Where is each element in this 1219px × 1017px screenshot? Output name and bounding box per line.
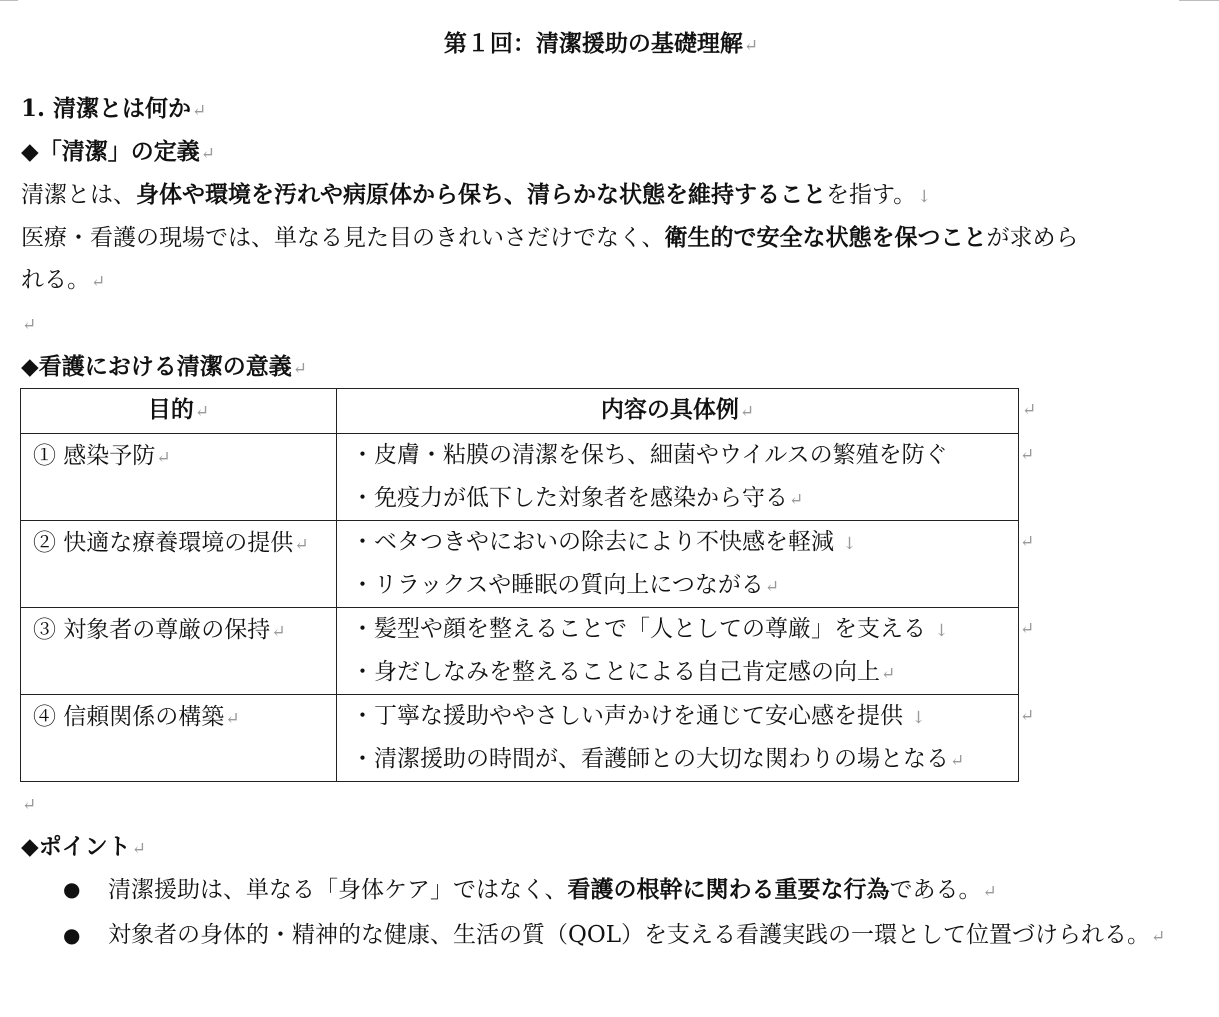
example-line: ・清潔援助の時間が、看護師との大切な関わりの場となる↵ xyxy=(351,746,965,772)
run: である。 xyxy=(889,877,982,903)
table-header-row xyxy=(21,389,1019,434)
bullet-icon: ● xyxy=(63,923,81,947)
example-line: ・身だしなみを整えることによる自己肯定感の向上↵ xyxy=(351,659,896,685)
run: 清潔援助は、単なる「身体ケア」ではなく、 xyxy=(108,877,568,903)
definition-paragraph-2 xyxy=(21,216,1181,259)
significance-heading: ◆看護における清潔の意義↵ xyxy=(21,353,307,380)
document-title: 第１回：清潔援助の基礎理解↵ xyxy=(443,30,759,57)
list-item: ● 清潔援助は、単なる「身体ケア」ではなく、看護の根幹に関わる重要な行為である。↵ xyxy=(21,868,1181,914)
definition-paragraph-2-cont: れる。↵ xyxy=(21,267,106,293)
example-line: ・髪型や顔を整えることで「人としての尊厳」を支える ↓ ↵ xyxy=(351,616,1035,642)
examples-cell xyxy=(337,434,1035,521)
points-heading: ◆ポイント↵ xyxy=(21,833,146,860)
example-line: ・丁寧な援助ややさしい声かけを通じて安心感を提供 ↓ ↵ xyxy=(351,703,1035,729)
run: を指す。 xyxy=(826,182,917,208)
table-row xyxy=(21,434,1019,521)
page-corner-mark-left xyxy=(0,0,18,1)
run: 医療・看護の現場では、単なる見た目のきれいさだけでなく、 xyxy=(21,225,665,251)
purpose-cell: ① 感染予防↵ xyxy=(21,434,337,521)
purpose-cell: ④ 信頼関係の構築↵ xyxy=(21,695,337,782)
document-page xyxy=(21,22,1181,959)
table-row xyxy=(21,521,1019,608)
points-list xyxy=(21,868,1181,959)
run: 対象者の身体的・精神的な健康、生活の質（QOL）を支える看護実践の一環として位置づけられる。 xyxy=(108,922,1150,948)
definition-heading: ◆「清潔」の定義↵ xyxy=(21,138,215,165)
examples-cell xyxy=(337,521,1035,608)
page-corner-mark-right xyxy=(1179,0,1219,1)
run: が求めら xyxy=(986,225,1079,251)
purpose-cell: ② 快適な療養環境の提供↵ xyxy=(21,521,337,608)
example-line: ・ベタつきやにおいの除去により不快感を軽減 ↓ ↵ xyxy=(351,529,1035,555)
empty-paragraph: ↵ xyxy=(22,315,37,335)
example-line: ・リラックスや睡眠の質向上につながる↵ xyxy=(351,572,780,598)
section-heading: 1. 清潔とは何か↵ xyxy=(21,95,207,122)
example-line: ・免疫力が低下した対象者を感染から守る↵ xyxy=(351,485,804,511)
definition-paragraph-1: 清潔とは、身体や環境を汚れや病原体から保ち、清らかな状態を維持することを指す。↓ xyxy=(21,181,932,208)
table-row xyxy=(21,608,1019,695)
significance-table xyxy=(20,388,1037,782)
list-item: ● 対象者の身体的・精神的な健康、生活の質（QOL）を支える看護実践の一環として位置づけられる。↵ xyxy=(21,914,1181,959)
bullet-icon: ● xyxy=(63,877,81,901)
examples-cell xyxy=(337,608,1035,695)
purpose-cell: ③ 対象者の尊厳の保持↵ xyxy=(21,608,337,695)
examples-cell xyxy=(337,695,1035,782)
table-header-cell: 目的↵ xyxy=(21,389,337,434)
empty-paragraph: ↵ xyxy=(22,795,37,815)
table-header-cell: 内容の具体例↵ ↵ xyxy=(337,389,1019,434)
table-row xyxy=(21,695,1019,782)
run-bold: 身体や環境を汚れや病原体から保ち、清らかな状態を維持すること xyxy=(136,181,826,208)
run: 清潔とは、 xyxy=(21,182,136,208)
run-bold: 衛生的で安全な状態を保つこと xyxy=(664,224,987,251)
run-bold: 看護の根幹に関わる重要な行為 xyxy=(567,876,890,903)
example-line: ・皮膚・粘膜の清潔を保ち、細菌やウイルスの繁殖を防ぐ ↵ xyxy=(351,442,1035,468)
